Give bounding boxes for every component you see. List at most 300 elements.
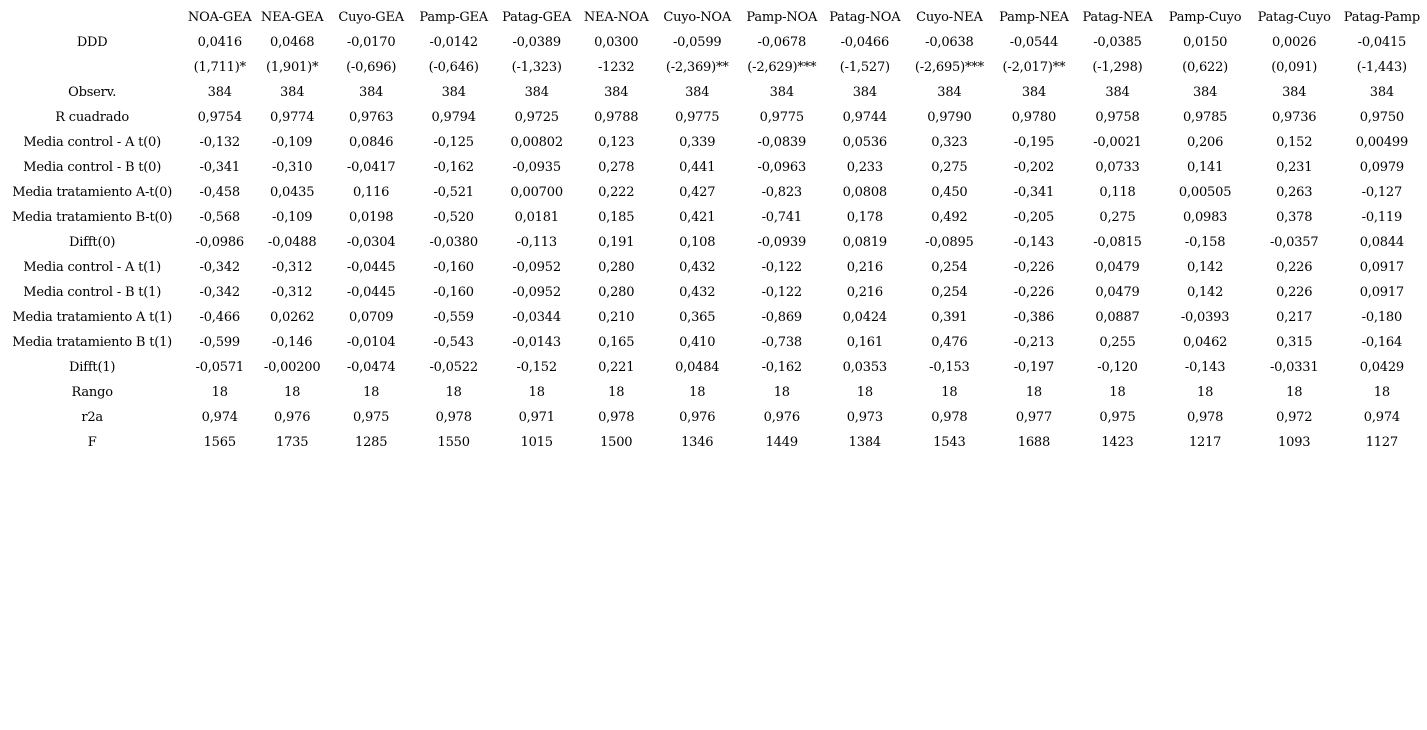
table-cell: -0,0445 (346, 260, 396, 275)
table-cell: (-2,369)** (665, 60, 729, 75)
column-header: Pamp-NOA (746, 10, 818, 25)
table-cell: -0,0385 (1093, 35, 1142, 50)
table-cell: -0,160 (433, 285, 474, 300)
table-cell: 0,432 (679, 260, 716, 275)
table-cell: 0,378 (1276, 210, 1313, 225)
table-cell: 384 (524, 85, 549, 100)
table-cell: 0,9794 (431, 110, 476, 125)
table-cell: -0,226 (1013, 285, 1055, 300)
table-cell: 0,0181 (514, 210, 559, 225)
table-cell: 0,0887 (1095, 310, 1140, 325)
table-cell: 18 (445, 385, 462, 400)
table-cell: (-1,443) (1356, 60, 1407, 75)
table-cell: -0,00200 (263, 360, 321, 375)
table-corner-cell (0, 5, 184, 30)
table-cell: 384 (1105, 85, 1130, 100)
table-cell: -0,143 (1013, 235, 1055, 250)
table-row (0, 80, 1427, 105)
table-row (0, 55, 1427, 80)
table-cell: 0,976 (763, 410, 800, 425)
table-cell: 0,0468 (270, 35, 315, 50)
table-cell: -0,341 (1013, 185, 1055, 200)
table-cell: 384 (604, 85, 629, 100)
table-cell: 0,142 (1186, 285, 1224, 300)
table-cell: 0,116 (353, 185, 390, 200)
table-cell: -0,458 (199, 185, 240, 200)
table-cell: -0,162 (433, 160, 474, 175)
table-row (0, 130, 1427, 155)
table-cell: 0,0479 (1095, 260, 1140, 275)
table-cell: 0,216 (846, 285, 883, 300)
table-cell: 0,978 (1186, 410, 1224, 425)
table-cell: 0,9754 (197, 110, 242, 125)
table-cell: 0,0979 (1359, 160, 1405, 175)
table-cell: 18 (689, 385, 706, 400)
table-cell: 1543 (933, 435, 966, 450)
table-cell: 0,161 (846, 335, 883, 350)
table-cell: 0,9788 (594, 110, 639, 125)
table-cell: 0,973 (846, 410, 883, 425)
row-label (0, 55, 184, 80)
table-cell: -0,0939 (757, 235, 807, 250)
column-header: Pamp-Cuyo (1168, 10, 1242, 25)
table-cell: 0,421 (679, 210, 716, 225)
table-cell: 1735 (276, 435, 309, 450)
table-cell: 0,9763 (349, 110, 394, 125)
table-cell: 0,280 (598, 260, 635, 275)
row-label: Media tratamiento A-t(0) (12, 185, 173, 200)
table-cell: 0,0416 (197, 35, 242, 50)
table-cell: 0,427 (679, 185, 716, 200)
table-cell: 0,0150 (1182, 35, 1228, 50)
table-cell: 384 (937, 85, 962, 100)
table-cell: -0,205 (1013, 210, 1055, 225)
column-header: Patag-GEA (502, 10, 572, 25)
table-cell: -0,180 (1361, 310, 1403, 325)
table-cell: 0,275 (1099, 210, 1136, 225)
table-cell: -0,195 (1013, 135, 1055, 150)
table-cell: -0,0415 (1357, 35, 1407, 50)
table-cell: 0,00802 (510, 135, 563, 150)
table-cell: -0,213 (1013, 335, 1055, 350)
table-cell: 0,441 (679, 160, 716, 175)
table-cell: (0,091) (1271, 60, 1318, 75)
table-cell: 0,432 (679, 285, 716, 300)
table-cell: -0,312 (271, 260, 313, 275)
table-cell: 0,0917 (1359, 260, 1405, 275)
table-cell: 0,0846 (349, 135, 394, 150)
table-cell: 1346 (681, 435, 714, 450)
table-cell: 384 (280, 85, 305, 100)
row-label: Media tratamiento B-t(0) (12, 210, 173, 225)
row-label: Media tratamiento A t(1) (12, 310, 172, 325)
table-cell: 0,9775 (759, 110, 804, 125)
table-cell: -0,0963 (757, 160, 807, 175)
table-cell: 18 (856, 385, 873, 400)
table-cell: -0,520 (433, 210, 474, 225)
table-cell: -0,0021 (1093, 135, 1142, 150)
table-cell: -0,109 (271, 210, 313, 225)
table-row (0, 430, 1427, 455)
table-cell: 0,118 (1099, 185, 1136, 200)
table-cell: 0,476 (931, 335, 968, 350)
table-cell: 0,0733 (1095, 160, 1140, 175)
table-row (0, 180, 1427, 205)
table-cell: 0,323 (931, 135, 968, 150)
table-cell: 0,278 (598, 160, 635, 175)
table-cell: 384 (852, 85, 877, 100)
table-cell: -0,342 (199, 260, 240, 275)
table-cell: 0,0479 (1095, 285, 1140, 300)
table-cell: -0,466 (199, 310, 240, 325)
table-cell: -0,386 (1013, 310, 1055, 325)
table-header-row (0, 5, 1427, 30)
table-row (0, 255, 1427, 280)
table-cell: 0,974 (1363, 410, 1400, 425)
table-cell: -0,0445 (346, 285, 396, 300)
table-cell: 0,206 (1186, 135, 1224, 150)
table-cell: 18 (528, 385, 545, 400)
table-cell: 384 (1369, 85, 1394, 100)
column-header: NEA-GEA (260, 10, 324, 25)
table-cell: 0,185 (598, 210, 635, 225)
table-cell: (-1,298) (1092, 60, 1143, 75)
table-cell: 0,178 (846, 210, 883, 225)
table-cell: 0,0808 (842, 185, 887, 200)
table-cell: 0,976 (274, 410, 311, 425)
table-row (0, 380, 1427, 405)
table-cell: -0,0417 (346, 160, 396, 175)
table-cell: 0,280 (598, 285, 635, 300)
table-cell: 0,263 (1276, 185, 1313, 200)
table-cell: 0,231 (1276, 160, 1313, 175)
table-cell: 0,0353 (842, 360, 887, 375)
row-label: Difft(1) (69, 360, 116, 375)
table-cell: -0,521 (433, 185, 474, 200)
table-cell: (-0,646) (428, 60, 479, 75)
table-cell: 0,410 (679, 335, 716, 350)
table-cell: -0,0474 (346, 360, 396, 375)
table-cell: 0,450 (931, 185, 968, 200)
table-cell: 0,492 (931, 210, 968, 225)
table-row (0, 355, 1427, 380)
table-cell: 18 (1109, 385, 1126, 400)
table-cell: 0,0819 (842, 235, 887, 250)
table-cell: -0,0380 (429, 235, 478, 250)
table-cell: -0,120 (1097, 360, 1138, 375)
row-label: F (87, 435, 97, 450)
row-label: Media control - B t(1) (23, 285, 162, 300)
table-cell: 0,9774 (270, 110, 315, 125)
column-header: NEA-NOA (583, 10, 649, 25)
column-header: Pamp-GEA (419, 10, 488, 25)
table-cell: 0,123 (598, 135, 635, 150)
table-cell: -0,202 (1013, 160, 1055, 175)
table-cell: -0,0357 (1269, 235, 1319, 250)
table-cell: 1423 (1101, 435, 1134, 450)
table-cell: 384 (1192, 85, 1218, 100)
table-cell: -0,158 (1184, 235, 1226, 250)
table-cell: -0,119 (1361, 210, 1403, 225)
table-cell: -0,0571 (195, 360, 244, 375)
column-header: Cuyo-GEA (338, 10, 404, 25)
table-cell: -1232 (597, 60, 635, 75)
table-cell: -0,559 (433, 310, 474, 325)
column-header: Pamp-NEA (999, 10, 1069, 25)
table-cell: 0,0424 (842, 310, 887, 325)
table-cell: -0,146 (271, 335, 313, 350)
table-cell: 0,0983 (1182, 210, 1228, 225)
table-cell: 0,972 (1276, 410, 1313, 425)
table-cell: -0,869 (761, 310, 802, 325)
table-cell: 384 (685, 85, 710, 100)
column-header: Patag-NOA (829, 10, 901, 25)
table-cell: 1384 (848, 435, 881, 450)
table-cell: 384 (769, 85, 794, 100)
table-cell: -0,0522 (429, 360, 478, 375)
table-cell: 0,976 (679, 410, 716, 425)
table-cell: 0,0844 (1359, 235, 1405, 250)
table-cell: 0,275 (931, 160, 968, 175)
table-cell: 1015 (520, 435, 553, 450)
table-cell: 0,975 (1099, 410, 1136, 425)
table-row (0, 280, 1427, 305)
table-cell: -0,164 (1361, 335, 1403, 350)
regression-results-table (0, 5, 1427, 455)
table-cell: -0,0488 (267, 235, 317, 250)
table-cell: 0,9790 (927, 110, 972, 125)
table-cell: 0,226 (1276, 285, 1313, 300)
table-cell: 18 (1197, 385, 1214, 400)
table-cell: (1,901)* (266, 60, 319, 75)
table-cell: (0,622) (1182, 60, 1229, 75)
table-cell: 0,0026 (1272, 35, 1317, 50)
table-cell: 0,0917 (1359, 285, 1405, 300)
table-cell: 0,978 (931, 410, 968, 425)
column-header: NOA-GEA (187, 10, 252, 25)
table-cell: 0,9780 (1011, 110, 1057, 125)
table-row (0, 205, 1427, 230)
table-cell: -0,0935 (512, 160, 561, 175)
row-label: Difft(0) (69, 235, 116, 250)
table-cell: 0,233 (846, 160, 883, 175)
table-cell: -0,0815 (1093, 235, 1142, 250)
table-cell: 18 (211, 385, 228, 400)
table-cell: 18 (1025, 385, 1043, 400)
table-cell: -0,153 (929, 360, 970, 375)
table-cell: 0,0198 (349, 210, 394, 225)
table-cell: 0,217 (1276, 310, 1313, 325)
table-cell: (-2,017)** (1002, 60, 1066, 75)
table-cell: -0,0678 (757, 35, 807, 50)
table-cell: 0,9785 (1182, 110, 1228, 125)
table-cell: -0,0839 (757, 135, 807, 150)
table-cell: (-2,629)*** (747, 60, 817, 75)
table-cell: (-2,695)*** (914, 60, 984, 75)
table-cell: 18 (284, 385, 301, 400)
table-cell: -0,127 (1361, 185, 1403, 200)
table-cell: -0,543 (433, 335, 474, 350)
table-cell: -0,152 (516, 360, 557, 375)
table-cell: -0,823 (761, 185, 802, 200)
table-cell: 0,975 (353, 410, 390, 425)
table-row (0, 305, 1427, 330)
table-cell: 0,254 (931, 285, 968, 300)
table-cell: 0,9750 (1359, 110, 1405, 125)
column-header: Cuyo-NEA (916, 10, 983, 25)
row-label: Media control - A t(0) (23, 135, 161, 150)
table-cell: -0,342 (199, 285, 240, 300)
table-cell: -0,568 (199, 210, 240, 225)
table-cell: 0,255 (1099, 335, 1136, 350)
row-label: Media control - A t(1) (23, 260, 161, 275)
table-cell: -0,0638 (925, 35, 974, 50)
table-row (0, 30, 1427, 55)
table-cell: -0,0952 (512, 285, 561, 300)
table-cell: 0,216 (846, 260, 883, 275)
table-cell: -0,312 (271, 285, 313, 300)
table-cell: (-1,323) (511, 60, 562, 75)
table-cell: 18 (608, 385, 625, 400)
column-header: Patag-NEA (1082, 10, 1153, 25)
table-row (0, 405, 1427, 430)
table-cell: -0,0170 (346, 35, 396, 50)
table-cell: 0,315 (1276, 335, 1313, 350)
table-cell: -0,122 (761, 260, 802, 275)
column-header: Cuyo-NOA (663, 10, 732, 25)
table-cell: 18 (773, 385, 790, 400)
table-cell: -0,125 (433, 135, 474, 150)
table-cell: 0,971 (518, 410, 555, 425)
table-cell: -0,599 (199, 335, 240, 350)
table-cell: 0,191 (598, 235, 635, 250)
table-cell: -0,143 (1184, 360, 1226, 375)
table-cell: 0,978 (435, 410, 472, 425)
table-cell: 0,108 (679, 235, 716, 250)
table-cell: (-1,527) (839, 60, 890, 75)
row-label: Observ. (68, 85, 117, 100)
table-row (0, 105, 1427, 130)
table-cell: 384 (207, 85, 232, 100)
column-header: Patag-Pamp (1343, 10, 1420, 25)
table-cell: -0,741 (761, 210, 802, 225)
table-cell: 18 (1286, 385, 1303, 400)
table-cell: (1,711)* (193, 60, 246, 75)
table-cell: (-0,696) (346, 60, 397, 75)
table-row (0, 155, 1427, 180)
table-cell: 0,339 (679, 135, 716, 150)
table-cell: 0,0262 (270, 310, 315, 325)
table-cell: -0,160 (433, 260, 474, 275)
table-cell: 0,391 (931, 310, 968, 325)
table-cell: 0,165 (598, 335, 635, 350)
table-cell: -0,0599 (672, 35, 722, 50)
row-label: Media tratamiento B t(1) (12, 335, 173, 350)
table-cell: -0,226 (1013, 260, 1055, 275)
table-cell: -0,0142 (429, 35, 478, 50)
table-cell: -0,197 (1013, 360, 1055, 375)
table-cell: 384 (359, 85, 384, 100)
table-cell: 384 (441, 85, 466, 100)
table-cell: 1500 (600, 435, 633, 450)
table-cell: 0,142 (1186, 260, 1224, 275)
table-cell: 1093 (1278, 435, 1311, 450)
table-cell: -0,310 (271, 160, 313, 175)
table-cell: -0,109 (271, 135, 313, 150)
table-cell: 1565 (203, 435, 236, 450)
table-cell: 0,141 (1186, 160, 1224, 175)
table-row (0, 230, 1427, 255)
table-cell: 0,210 (598, 310, 635, 325)
table-cell: 0,00700 (510, 185, 563, 200)
table-cell: 1217 (1188, 435, 1222, 450)
row-label: Rango (71, 385, 113, 400)
table-cell: 0,9744 (842, 110, 887, 125)
table-cell: 0,0435 (270, 185, 315, 200)
table-cell: 0,0462 (1182, 335, 1228, 350)
table-cell: -0,0986 (195, 235, 244, 250)
table-cell: 18 (363, 385, 380, 400)
table-body (0, 30, 1427, 455)
table-cell: -0,122 (761, 285, 802, 300)
table-cell: 0,0484 (675, 360, 720, 375)
column-header: Patag-Cuyo (1257, 10, 1331, 25)
table-cell: -0,0304 (346, 235, 396, 250)
row-label: R cuadrado (55, 110, 130, 125)
table-cell: -0,162 (761, 360, 802, 375)
table-cell: 0,254 (931, 260, 968, 275)
table-cell: 1285 (355, 435, 388, 450)
table-cell: 1550 (437, 435, 470, 450)
table-cell: 18 (1373, 385, 1390, 400)
table-cell: 0,00499 (1355, 135, 1409, 150)
table-cell: -0,0389 (512, 35, 561, 50)
table-cell: -0,341 (199, 160, 240, 175)
table-cell: -0,0344 (512, 310, 561, 325)
table-cell: -0,0143 (512, 335, 561, 350)
table-cell: 0,9758 (1095, 110, 1140, 125)
table-cell: 0,0536 (842, 135, 887, 150)
table-cell: 0,152 (1276, 135, 1313, 150)
table-cell: 18 (941, 385, 958, 400)
table-cell: 0,365 (679, 310, 716, 325)
row-label: r2a (81, 410, 103, 425)
table-cell: 0,0300 (594, 35, 639, 50)
table-cell: -0,132 (199, 135, 240, 150)
row-label: Media control - B t(0) (23, 160, 162, 175)
table-cell: 0,0709 (349, 310, 394, 325)
table-cell: 0,221 (598, 360, 635, 375)
table-cell: -0,113 (516, 235, 557, 250)
table-cell: -0,0952 (512, 260, 561, 275)
table-cell: 1449 (765, 435, 798, 450)
table-cell: 0,00505 (1178, 185, 1232, 200)
row-label: DDD (76, 35, 108, 50)
table-cell: -0,0393 (1180, 310, 1230, 325)
table-cell: -0,0466 (840, 35, 890, 50)
table-cell: 0,9725 (514, 110, 559, 125)
table-cell: -0,0895 (925, 235, 974, 250)
table-cell: 0,222 (598, 185, 635, 200)
table-cell: 0,0429 (1359, 360, 1405, 375)
table-cell: 0,226 (1276, 260, 1313, 275)
table-cell: 0,977 (1015, 410, 1053, 425)
table-cell: 384 (1021, 85, 1047, 100)
table-row (0, 330, 1427, 355)
table-cell: -0,738 (761, 335, 802, 350)
table-cell: -0,0544 (1009, 35, 1059, 50)
table-cell: 0,9736 (1272, 110, 1317, 125)
